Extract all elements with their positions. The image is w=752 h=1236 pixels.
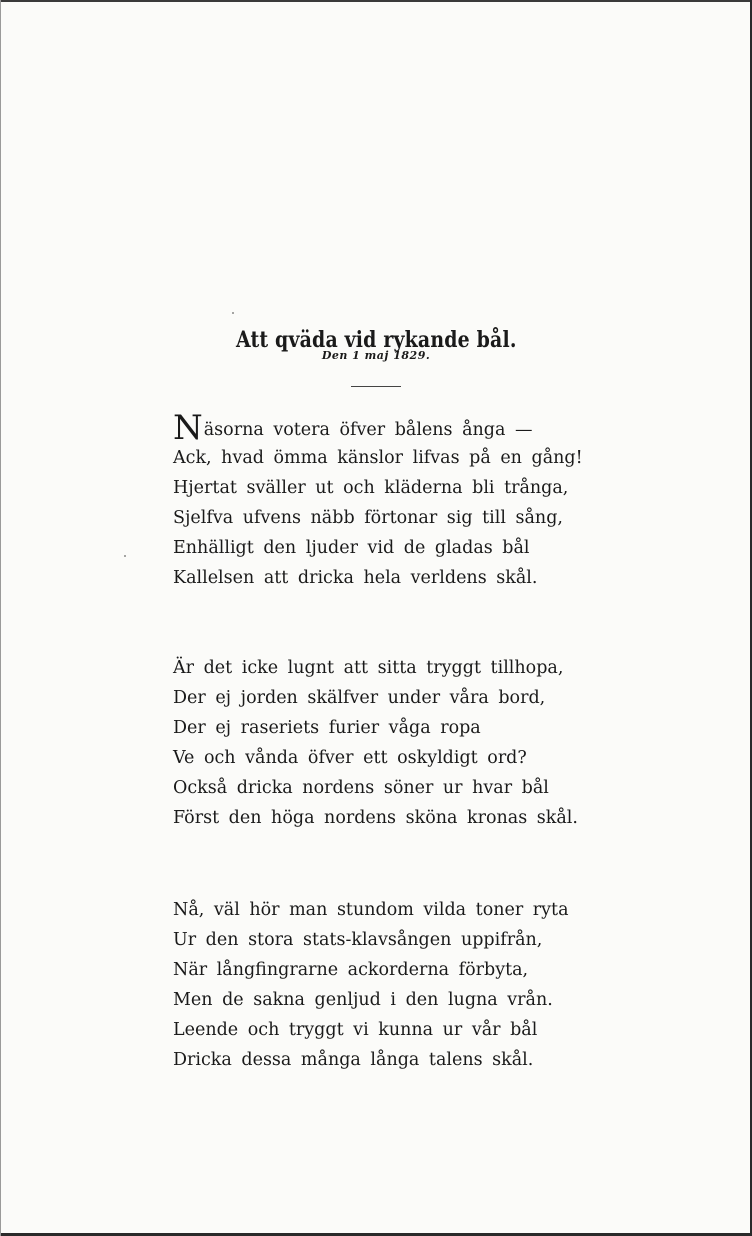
poem-line: När långfingrarne ackorderna förbyta, (173, 960, 529, 980)
print-speck (124, 555, 126, 557)
poem-line: Dricka dessa många långa talens skål. (173, 1050, 534, 1070)
poem-line: Nå, väl hör man stundom vilda toner ryta (173, 900, 569, 920)
page-edge-top (0, 0, 752, 2)
poem-title: Att qväda vid rykande bål. (235, 326, 517, 353)
poem-line: Först den höga nordens sköna kronas skål. (173, 808, 578, 828)
poem-date: Den 1 maj 1829. (321, 349, 431, 362)
stanza-2 (173, 653, 593, 833)
poem-line: Ack, hvad ömma känslor lifvas på en gång! (173, 448, 583, 468)
poem-line: Leende och tryggt vi kunna ur vår bål (173, 1020, 538, 1040)
stanza-3 (173, 895, 593, 1075)
poem-line: Der ej raseriets furier våga ropa (173, 718, 481, 738)
first-line-rest: äsorna votera öfver bålens ånga — (203, 420, 533, 440)
poem-line: Kallelsen att dricka hela verldens skål. (173, 568, 538, 588)
poem-line: Ve och vånda öfver ett oskyldigt ord? (173, 748, 527, 768)
poem-line: Sjelfva ufvens näbb förtonar sig till sång, (173, 508, 563, 528)
poem-line (173, 408, 593, 448)
stanza-1 (173, 408, 593, 593)
poem-line: Men de sakna genljud i den lugna vrån. (173, 990, 553, 1010)
poem-line: Enhälligt den ljuder vid de gladas bål (173, 538, 530, 558)
title-divider (351, 386, 401, 387)
print-speck (232, 312, 234, 314)
poem-line: Hjertat sväller ut och kläderna bli trånga, (173, 478, 569, 498)
poem-line: Ur den stora stats-klavsången uppifrån, (173, 930, 543, 950)
poem-line: Är det icke lugnt att sitta tryggt tillhopa, (173, 658, 564, 678)
page-edge-left (0, 0, 1, 1236)
poem-line: Också dricka nordens söner ur hvar bål (173, 778, 549, 798)
drop-cap: N (173, 408, 203, 448)
poem-line: Der ej jorden skälfver under våra bord, (173, 688, 546, 708)
